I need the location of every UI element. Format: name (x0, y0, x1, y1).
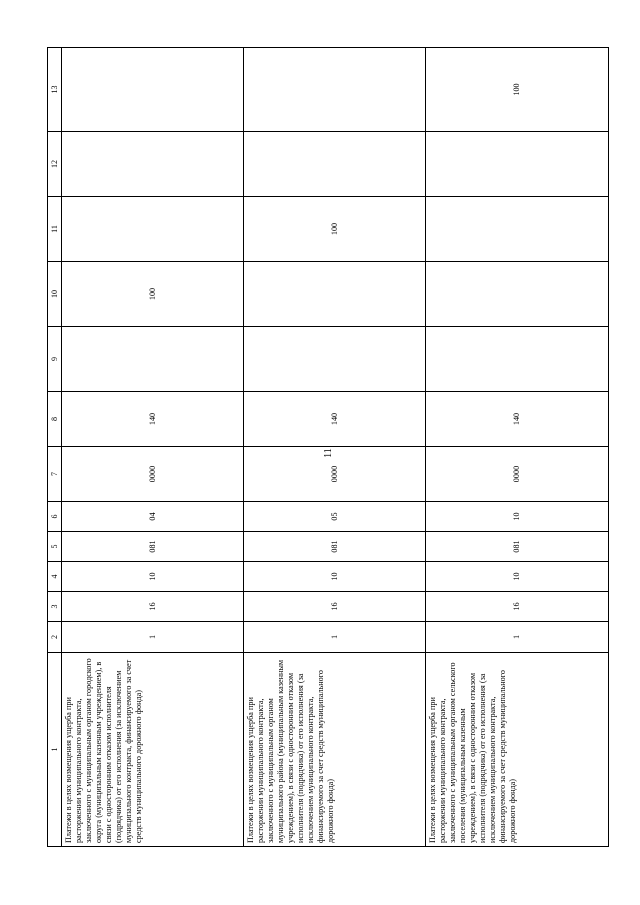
header-cell: 5 (48, 532, 62, 562)
header-cell: 4 (48, 562, 62, 592)
header-cell: 2 (48, 622, 62, 653)
table-cell: 16 (426, 592, 609, 622)
header-cell: 7 (48, 447, 62, 502)
table-cell (426, 327, 609, 392)
table-container (47, 48, 608, 847)
header-row (48, 48, 62, 847)
table-cell (244, 132, 426, 197)
table-cell: 081 (62, 532, 244, 562)
table-cell: 10 (426, 502, 609, 532)
table-cell (62, 197, 244, 262)
table-cell: 0000 (244, 447, 426, 502)
table-row (244, 48, 426, 847)
table-row (426, 48, 609, 847)
table-cell: 100 (244, 197, 426, 262)
budget-classification-table (47, 47, 609, 847)
table-cell: 05 (244, 502, 426, 532)
row-description: Платежи в целях возмещения ущерба при расторжении муниципального контракта, заключенного с муниципальным органом городского округа (муниципальным казенным учреждением), в связи с односторонним отказом исполнителя (подрядчика) от его исполнения (за исключением муниципального контракта, финансируемого за счет средств муниципального дорожного фонда) (62, 653, 244, 847)
table-cell: 140 (62, 392, 244, 447)
table-cell: 04 (62, 502, 244, 532)
table-cell (62, 327, 244, 392)
table-cell: 100 (426, 48, 609, 132)
table-cell (244, 262, 426, 327)
table-cell: 140 (426, 392, 609, 447)
header-cell: 3 (48, 592, 62, 622)
row-description: Платежи в целях возмещения ущерба при расторжении муниципального контракта, заключенного с муниципальным органом сельского поселения (муниципальным казенным учреждением), в связи с односторонним отказом исполнителя (подрядчика) от его исполнения (за исключением муниципального контракта, финансируемого за счет средств муниципального дорожного фонда) (426, 653, 609, 847)
table-cell (62, 48, 244, 132)
table-cell: 10 (62, 562, 244, 592)
header-cell: 6 (48, 502, 62, 532)
header-cell: 10 (48, 262, 62, 327)
table-cell: 1 (426, 622, 609, 653)
table-cell: 1 (244, 622, 426, 653)
header-cell: 8 (48, 392, 62, 447)
table-cell (244, 327, 426, 392)
table-cell (426, 262, 609, 327)
table-cell: 100 (62, 262, 244, 327)
header-cell: 11 (48, 197, 62, 262)
table-cell: 140 (244, 392, 426, 447)
header-cell: 9 (48, 327, 62, 392)
table-cell: 081 (244, 532, 426, 562)
table-cell (426, 132, 609, 197)
header-cell: 12 (48, 132, 62, 197)
table-cell: 0000 (426, 447, 609, 502)
header-cell: 1 (48, 653, 62, 847)
header-cell: 13 (48, 48, 62, 132)
page-number: 11 (323, 448, 334, 458)
table-cell: 16 (244, 592, 426, 622)
table-cell (426, 197, 609, 262)
table-cell (244, 48, 426, 132)
table-cell: 16 (62, 592, 244, 622)
table-row (62, 48, 244, 847)
table-cell: 0000 (62, 447, 244, 502)
row-description: Платежи в целях возмещения ущерба при расторжении муниципального контракта, заключенного с муниципальным органом муниципального района (муниципальным казенным учреждением), в связи с односторонним отказом исполнителя (подрядчика) от его исполнения (за исключением муниципального контракта, финансируемого за счет средств муниципального дорожного фонда) (244, 653, 426, 847)
table-cell (62, 132, 244, 197)
table-cell: 1 (62, 622, 244, 653)
table-cell: 081 (426, 532, 609, 562)
table-cell: 10 (244, 562, 426, 592)
table-cell: 10 (426, 562, 609, 592)
